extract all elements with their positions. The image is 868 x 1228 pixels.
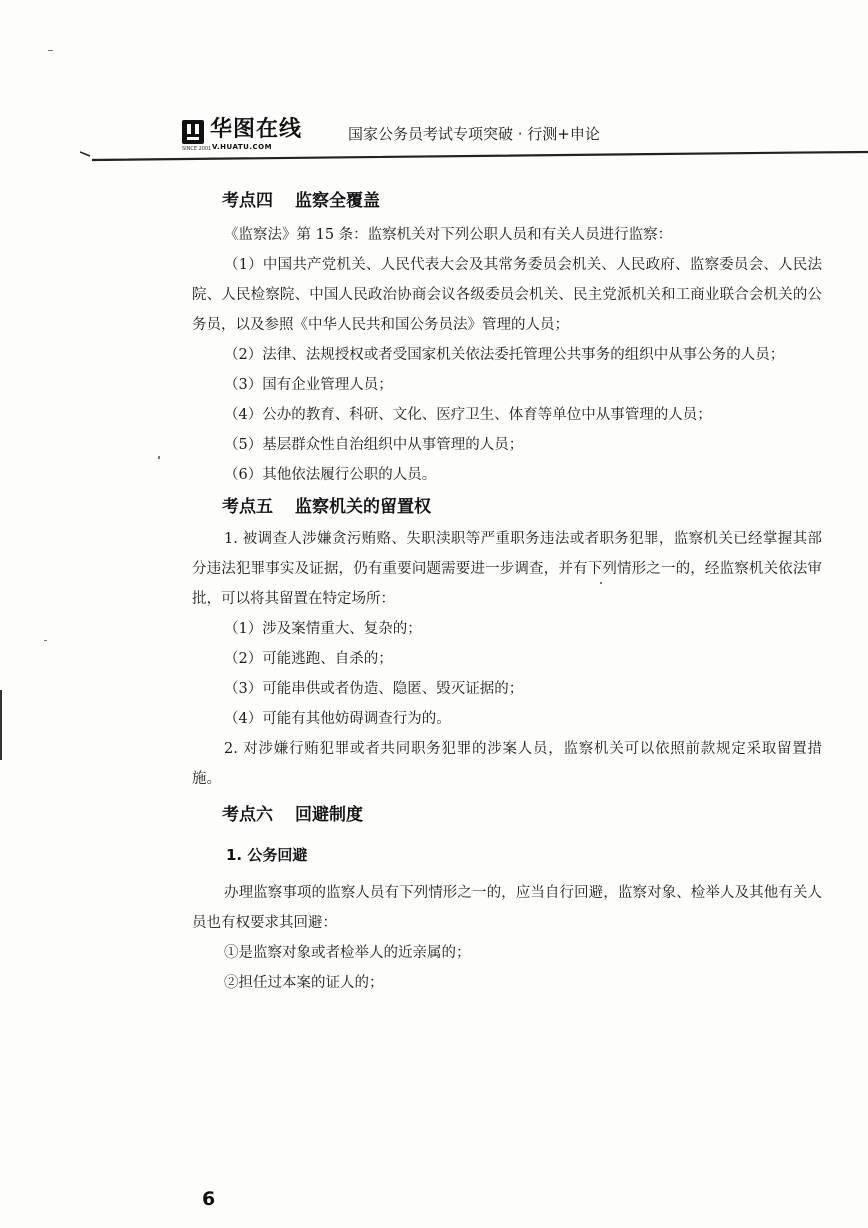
logo-since: SINCE 2001 [182, 146, 212, 152]
scan-speck [48, 50, 53, 51]
list-item: （3）可能串供或者伪造、隐匿、毁灭证据的； [224, 681, 524, 697]
list-item: （2）可能逃跑、自杀的； [224, 651, 393, 667]
section-heading: 考点五 监察机关的留置权 [222, 497, 431, 517]
list-item: ①是监察对象或者检举人的近亲属的； [224, 945, 471, 961]
list-item: （6）其他依法履行公职的人员。 [224, 467, 437, 483]
list-item: （1）涉及案情重大、复杂的； [224, 621, 422, 637]
subsection-heading: 1. 公务回避 [226, 846, 308, 864]
logo-name: 华图在线 [210, 117, 303, 142]
list-item: （1）中国共产党机关、人民代表大会及其常务委员会机关、人民政府、监察委员会、人民法院、人民检察院、中国人民政治协商会议各级委员会机关、民主党派机关和工商业联合会机关的公务员，以及参照《中华人民共和国公务员法》管理的人员； [192, 257, 822, 333]
paragraph: 1. 被调查人涉嫌贪污贿赂、失职渎职等严重职务违法或者职务犯罪，监察机关已经掌握其部分违法犯罪事实及证据，仍有重要问题需要进一步调查，并有下列情形之一的，经监察机关依法审批，可以将其留置在特定场所： [192, 531, 822, 607]
scan-speck [0, 690, 2, 760]
paragraph: 2. 对涉嫌行贿犯罪或者共同职务犯罪的涉案人员，监察机关可以依照前款规定采取留置措施。 [192, 741, 822, 787]
list-item: （4）公办的教育、科研、文化、医疗卫生、体育等单位中从事管理的人员； [224, 407, 712, 423]
page-number: 6 [202, 1188, 216, 1210]
paragraph: 《监察法》第 15 条：监察机关对下列公职人员和有关人员进行监察： [224, 227, 673, 243]
section-heading: 考点六 回避制度 [222, 805, 363, 825]
huatu-logo-icon [182, 120, 204, 144]
header-divider [80, 148, 868, 188]
scan-speck [44, 640, 47, 641]
list-item: （5）基层群众性自治组织中从事管理的人员； [224, 437, 524, 453]
list-item: ②担任过本案的证人的； [224, 975, 384, 991]
logo-url: V.HUATU.COM [212, 143, 273, 151]
list-item: （4）可能有其他妨碍调查行为的。 [224, 711, 451, 727]
section-heading: 考点四 监察全覆盖 [222, 191, 380, 211]
list-item: （3）国有企业管理人员； [224, 377, 393, 393]
scan-speck [158, 456, 160, 459]
paragraph: 办理监察事项的监察人员有下列情形之一的，应当自行回避，监察对象、检举人及其他有关人员也有权要求其回避： [192, 885, 822, 931]
page-body [192, 190, 822, 998]
list-item: （2）法律、法规授权或者受国家机关依法委托管理公共事务的组织中从事公务的人员； [224, 347, 785, 363]
book-title: 国家公务员考试专项突破 · 行测+申论 [348, 125, 600, 143]
